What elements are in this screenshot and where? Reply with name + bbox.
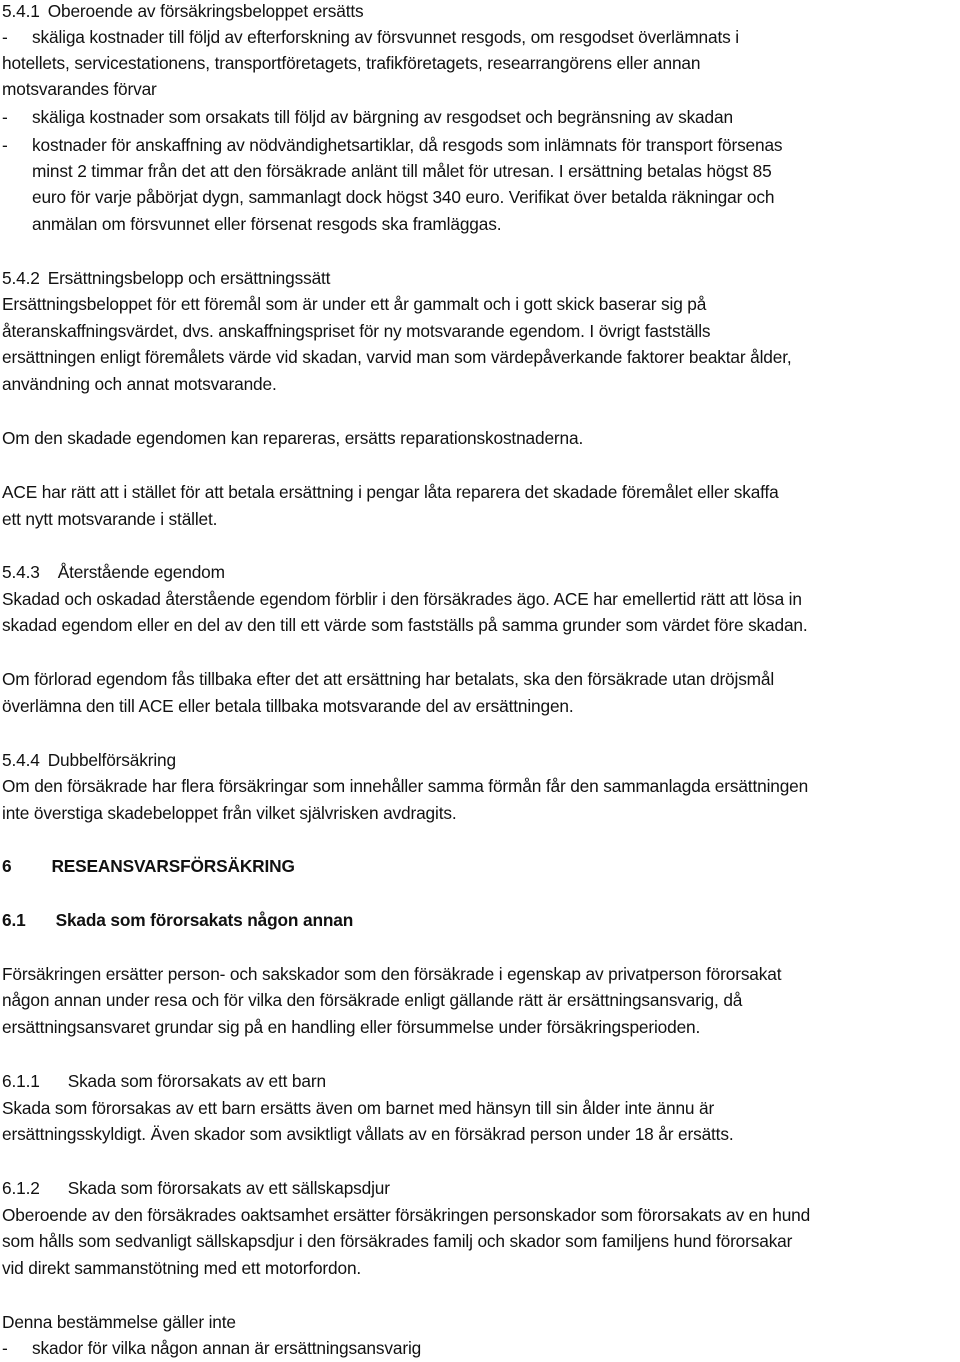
list-item <box>2 26 739 48</box>
text-line: som hålls som sedvanligt sällskapsdjur i den försäkrades familj och skador som familjens hund förorsakar <box>2 1231 793 1251</box>
heading-text: RESEANSVARSFÖRSÄKRING <box>51 856 295 876</box>
text-line: ersättningen enligt föremålets värde vid skadan, varvid man som värdepåverkande faktorer beaktar ålder, <box>2 347 792 367</box>
list-item <box>2 134 782 156</box>
heading-text: Dubbelförsäkring <box>47 750 176 770</box>
heading-6-1 <box>2 909 353 931</box>
text-line: Skada som förorsakas av ett barn ersätts även om barnet med hänsyn till sin ålder inte ännu är <box>2 1098 715 1118</box>
text-line: Oberoende av den försäkrades oaktsamhet ersätter försäkringen personskador som förorsakats av en hund <box>2 1205 811 1225</box>
text-line: Skadad och oskadad återstående egendom förblir i den försäkrades ägo. ACE har emellertid rätt att lösa in <box>2 589 802 609</box>
heading-number: 6 <box>2 856 12 876</box>
heading-5-4-4 <box>2 749 176 771</box>
text-line: ett nytt motsvarande i stället. <box>2 509 218 529</box>
text-line: kostnader för anskaffning av nödvändighetsartiklar, då resgods som inlämnats för transport försenas <box>32 135 783 155</box>
text-line: vid direkt sammanstötning med ett motorfordon. <box>2 1258 362 1278</box>
bullet-marker: - <box>2 135 8 155</box>
text-line: skador för vilka någon annan är ersättningsansvarig <box>32 1338 422 1358</box>
text-line: överlämna den till ACE eller betala tillbaka motsvarande del av ersättningen. <box>2 696 574 716</box>
bullet-marker: - <box>2 27 8 47</box>
list-item <box>2 1337 421 1359</box>
text-line: ersättningsansvaret grundar sig på en handling eller försummelse under försäkringsperioden. <box>2 1017 701 1037</box>
text-line: Ersättningsbeloppet för ett föremål som är under ett år gammalt och i gott skick baserar sig på <box>2 294 707 314</box>
heading-5-4-2 <box>2 267 330 289</box>
text-line: Om den försäkrade har flera försäkringar som innehåller samma förmån får den sammanlagda ersättningen <box>2 776 809 796</box>
text-line: ACE har rätt att i stället för att betala ersättning i pengar låta reparera det skadade föremålet eller skaffa <box>2 482 779 502</box>
text-line: euro för varje påbörjat dygn, sammanlagt dock högst 340 euro. Verifikat över betalda räkningar och <box>32 187 775 207</box>
heading-text: Skada som förorsakats av ett barn <box>67 1071 326 1091</box>
text-line: Försäkringen ersätter person- och sakskador som den försäkrade i egenskap av privatperson förorsakat <box>2 964 782 984</box>
heading-6-1-1 <box>2 1070 326 1092</box>
text-line: skadad egendom eller en del av den till ett värde som fastställs på samma grunder som värdet före skadan. <box>2 615 808 635</box>
heading-number: 5.4.4 <box>2 750 40 770</box>
text-line: Om den skadade egendomen kan repareras, ersätts reparationskostnaderna. <box>2 428 584 448</box>
heading-number: 5.4.3 <box>2 562 40 582</box>
text-line: återanskaffningsvärdet, dvs. anskaffningspriset för ny motsvarande egendom. I övrigt fastställs <box>2 321 711 341</box>
text-line: skäliga kostnader som orsakats till följd av bärgning av resgodset och begränsning av skadan <box>32 107 733 127</box>
text-line: Om förlorad egendom fås tillbaka efter det att ersättning har betalats, ska den försäkrade utan dröjsmål <box>2 669 775 689</box>
heading-text: Ersättningsbelopp och ersättningssätt <box>47 268 331 288</box>
text-line: inte överstiga skadebeloppet från vilket självrisken avdragits. <box>2 803 457 823</box>
bullet-marker: - <box>2 1338 8 1358</box>
heading-number: 6.1 <box>2 910 26 930</box>
heading-text: Oberoende av försäkringsbeloppet ersätts <box>47 1 364 21</box>
heading-6 <box>2 855 295 877</box>
heading-number: 5.4.1 <box>2 1 40 21</box>
heading-text: Skada som förorsakats någon annan <box>55 910 354 930</box>
heading-5-4-3 <box>2 561 225 583</box>
text-line: någon annan under resa och för vilka den försäkrade enligt gällande rätt är ersättningsansvarig, då <box>2 990 743 1010</box>
bullet-marker: - <box>2 107 8 127</box>
text-line: motsvarandes förvar <box>2 79 157 99</box>
text-line: ersättningsskyldigt. Även skador som avsiktligt vållats av en försäkrad person under 18 år ersätts. <box>2 1124 734 1144</box>
heading-number: 6.1.1 <box>2 1071 40 1091</box>
heading-text: Återstående egendom <box>57 562 225 582</box>
heading-5-4-1 <box>2 0 364 22</box>
text-line: användning och annat motsvarande. <box>2 374 277 394</box>
text-line: skäliga kostnader till följd av efterforskning av försvunnet resgods, om resgodset överlämnats i <box>32 27 739 47</box>
list-item <box>2 106 733 128</box>
heading-number: 6.1.2 <box>2 1178 40 1198</box>
text-line: minst 2 timmar från det att den försäkrade anlänt till målet för utresan. I ersättning betalas högst 85 <box>32 161 772 181</box>
heading-6-1-2 <box>2 1177 390 1199</box>
text-line: anmälan om försvunnet eller försenat resgods ska framläggas. <box>32 214 502 234</box>
text-line: Denna bestämmelse gäller inte <box>2 1312 236 1332</box>
text-line: hotellets, servicestationens, transportföretagets, trafikföretagets, researrangörens eller annan <box>2 53 701 73</box>
heading-text: Skada som förorsakats av ett sällskapsdjur <box>67 1178 390 1198</box>
heading-number: 5.4.2 <box>2 268 40 288</box>
